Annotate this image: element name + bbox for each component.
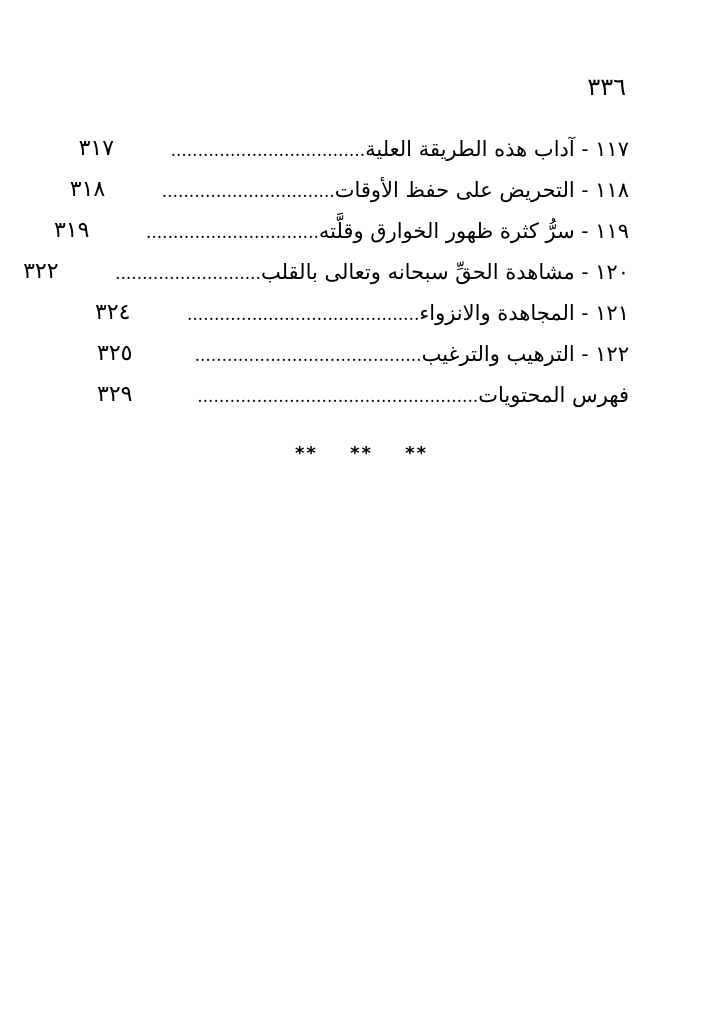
page-number: ٣٣٦ xyxy=(587,73,626,101)
dot-leader: .................................... xyxy=(170,140,366,161)
asterisk-group: ** xyxy=(405,443,429,464)
table-of-contents xyxy=(23,128,629,415)
asterisk-group: ** xyxy=(294,443,318,464)
toc-entry-title: ١١٨ - التحريض على حفظ الأوقات xyxy=(334,177,629,202)
toc-entry-text xyxy=(187,301,629,325)
toc-page-number: ٣٢٤ xyxy=(94,300,131,325)
toc-entry-title: ١٢٢ - الترهيب والترغيب xyxy=(421,341,629,366)
toc-entry-title: فهرس المحتويات xyxy=(478,382,629,407)
toc-entry xyxy=(97,374,629,415)
dot-leader: ................................ xyxy=(145,222,319,243)
toc-entry-title: ١١٧ - آداب هذه الطريقة العلية xyxy=(365,136,629,161)
toc-entry-title: ١٢١ - المجاهدة والانزواء xyxy=(419,300,629,325)
dot-leader: ........................... xyxy=(115,263,261,284)
dot-leader: ........................................... xyxy=(186,304,420,325)
toc-page-number: ٣١٧ xyxy=(78,136,115,161)
section-divider xyxy=(0,443,723,464)
toc-entry-text xyxy=(115,260,629,284)
toc-entry-title: ١١٩ - سرُّ كثرة ظهور الخوارق وقلَّته xyxy=(318,218,629,243)
toc-entry-text xyxy=(189,383,629,407)
toc-entry xyxy=(94,292,629,333)
toc-entry xyxy=(53,210,629,251)
toc-entry-text xyxy=(189,342,629,366)
dot-leader: .......................................... xyxy=(194,345,422,366)
toc-entry-title: ١٢٠ - مشاهدة الحقِّ سبحانه وتعالى بالقلب xyxy=(260,259,629,284)
toc-entry-text xyxy=(171,137,629,161)
toc-entry xyxy=(97,333,629,374)
toc-entry xyxy=(23,251,629,292)
toc-entry-text xyxy=(162,178,629,202)
toc-entry xyxy=(78,128,629,169)
toc-page-number: ٣٢٢ xyxy=(23,259,59,284)
dot-leader: ................................ xyxy=(161,181,335,202)
toc-page-number: ٣٢٥ xyxy=(97,341,133,366)
toc-entry-text xyxy=(146,219,629,243)
toc-page-number: ٣١٩ xyxy=(53,218,90,243)
asterisk-group: ** xyxy=(350,443,373,464)
toc-page-number: ٣١٨ xyxy=(69,177,106,202)
toc-page-number: ٣٢٩ xyxy=(97,382,133,407)
dot-leader: .................................................... xyxy=(197,386,479,407)
toc-entry xyxy=(69,169,629,210)
